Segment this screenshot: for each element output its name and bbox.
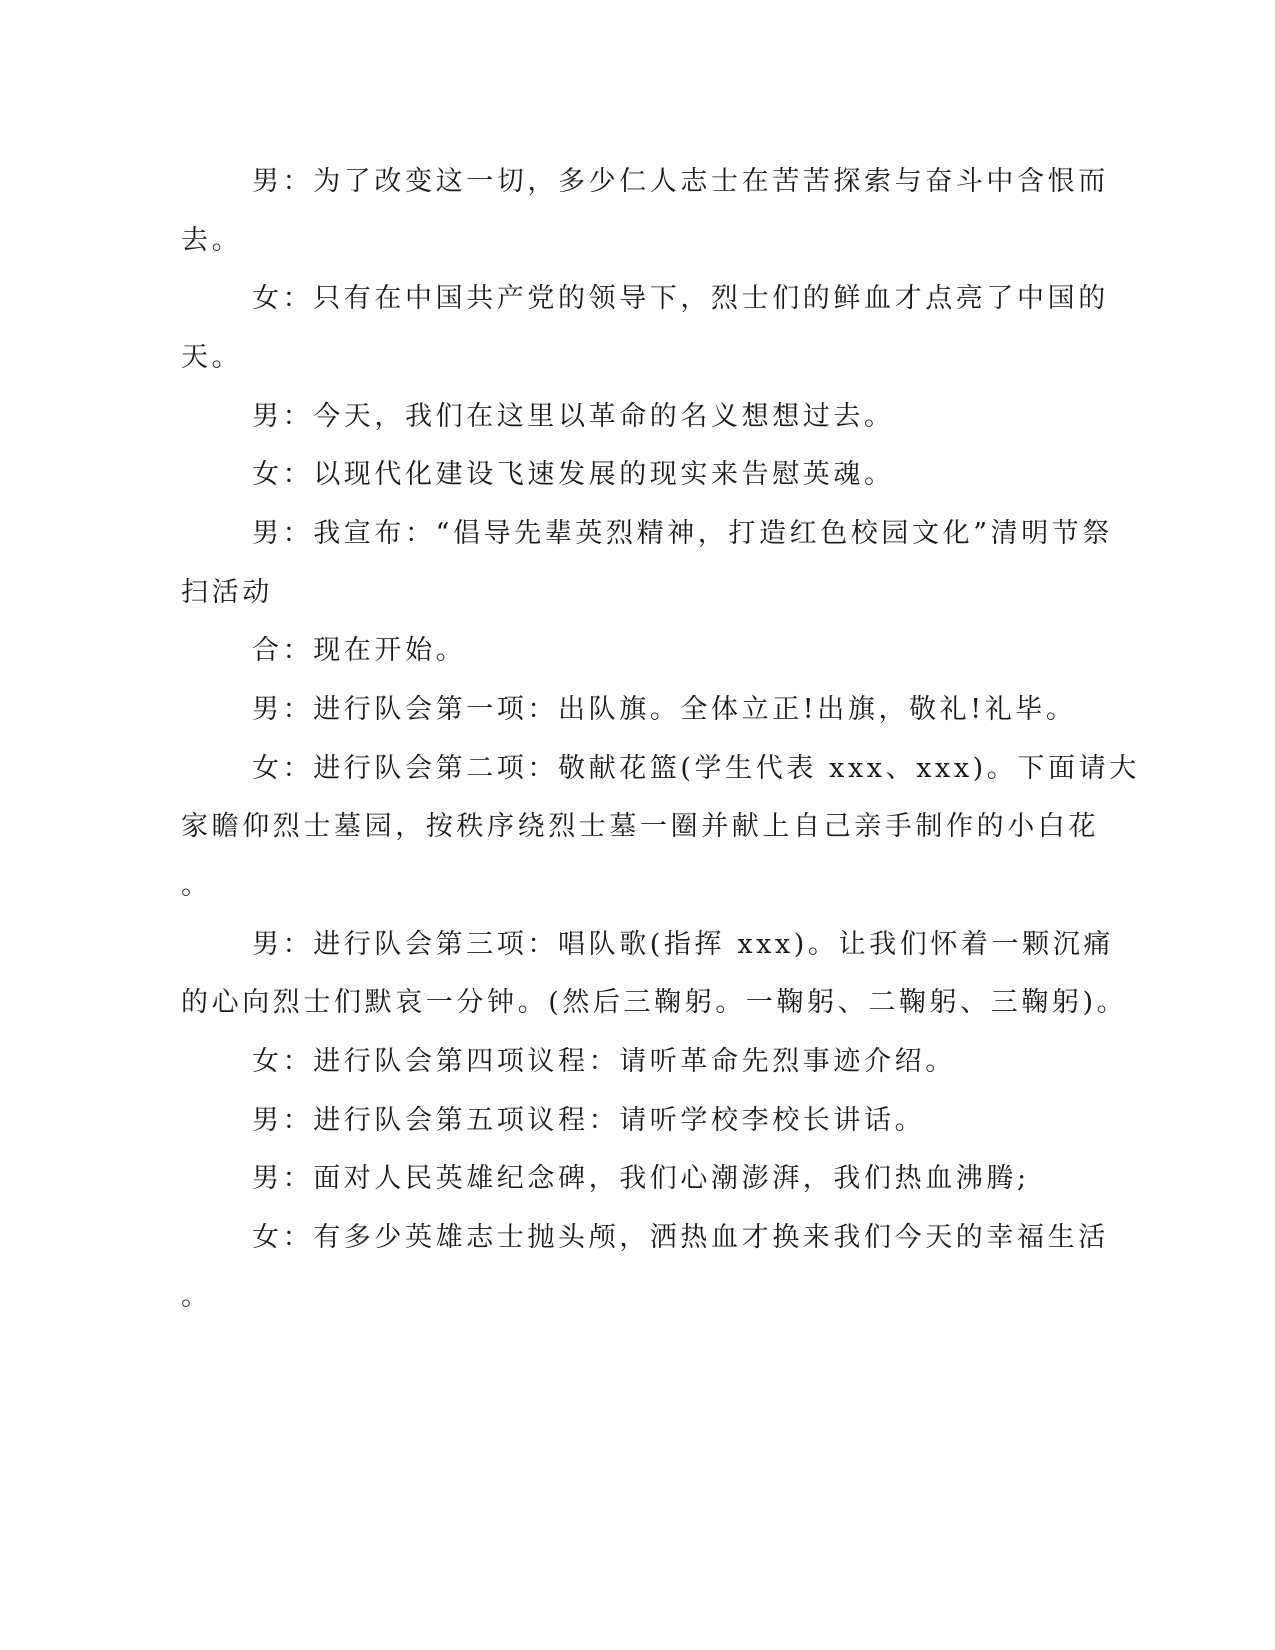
paragraph-line: 。: [181, 870, 212, 901]
paragraph-line: 女：只有在中国共产党的领导下，烈士们的鲜血才点亮了中国的: [252, 283, 1109, 314]
paragraph-line: 女：有多少英雄志士抛头颅，洒热血才换来我们今天的幸福生活: [252, 1222, 1109, 1253]
paragraph-line: 扫活动: [181, 577, 273, 608]
paragraph-line: 合：现在开始。: [252, 635, 467, 666]
paragraph-line: 男：面对人民英雄纪念碑，我们心潮澎湃，我们热血沸腾;: [252, 1163, 1030, 1194]
paragraph-line: 男：进行队会第五项议程：请听学校李校长讲话。: [252, 1105, 926, 1136]
paragraph-line: 的心向烈士们默哀一分钟。(然后三鞠躬。一鞠躬、二鞠躬、三鞠躬)。: [181, 987, 1128, 1018]
paragraph-line: 女：进行队会第二项：敬献花篮(学生代表 xxx、xxx)。下面请大: [252, 753, 1140, 784]
paragraph-line: 男：今天，我们在这里以革命的名义想想过去。: [252, 401, 895, 432]
paragraph-line: 男：进行队会第一项：出队旗。全体立正!出旗，敬礼!礼毕。: [252, 694, 1077, 725]
paragraph-line: 家瞻仰烈士墓园，按秩序绕烈士墓一圈并献上自己亲手制作的小白花: [181, 811, 1099, 842]
paragraph-line: 。: [181, 1281, 212, 1312]
paragraph-line: 男：为了改变这一切，多少仁人志士在苦苦探索与奋斗中含恨而: [252, 166, 1109, 197]
paragraph-line: 女：进行队会第四项议程：请听革命先烈事迹介绍。: [252, 1046, 956, 1077]
paragraph-line: 男：进行队会第三项：唱队歌(指挥 xxx)。让我们怀着一颗沉痛: [252, 929, 1114, 960]
paragraph-line: 女：以现代化建设飞速发展的现实来告慰英魂。: [252, 459, 895, 490]
paragraph-line: 天。: [181, 342, 243, 373]
paragraph-line: 男：我宣布：“倡导先辈英烈精神，打造红色校园文化”清明节祭: [252, 518, 1114, 549]
paragraph-line: 去。: [181, 225, 243, 256]
